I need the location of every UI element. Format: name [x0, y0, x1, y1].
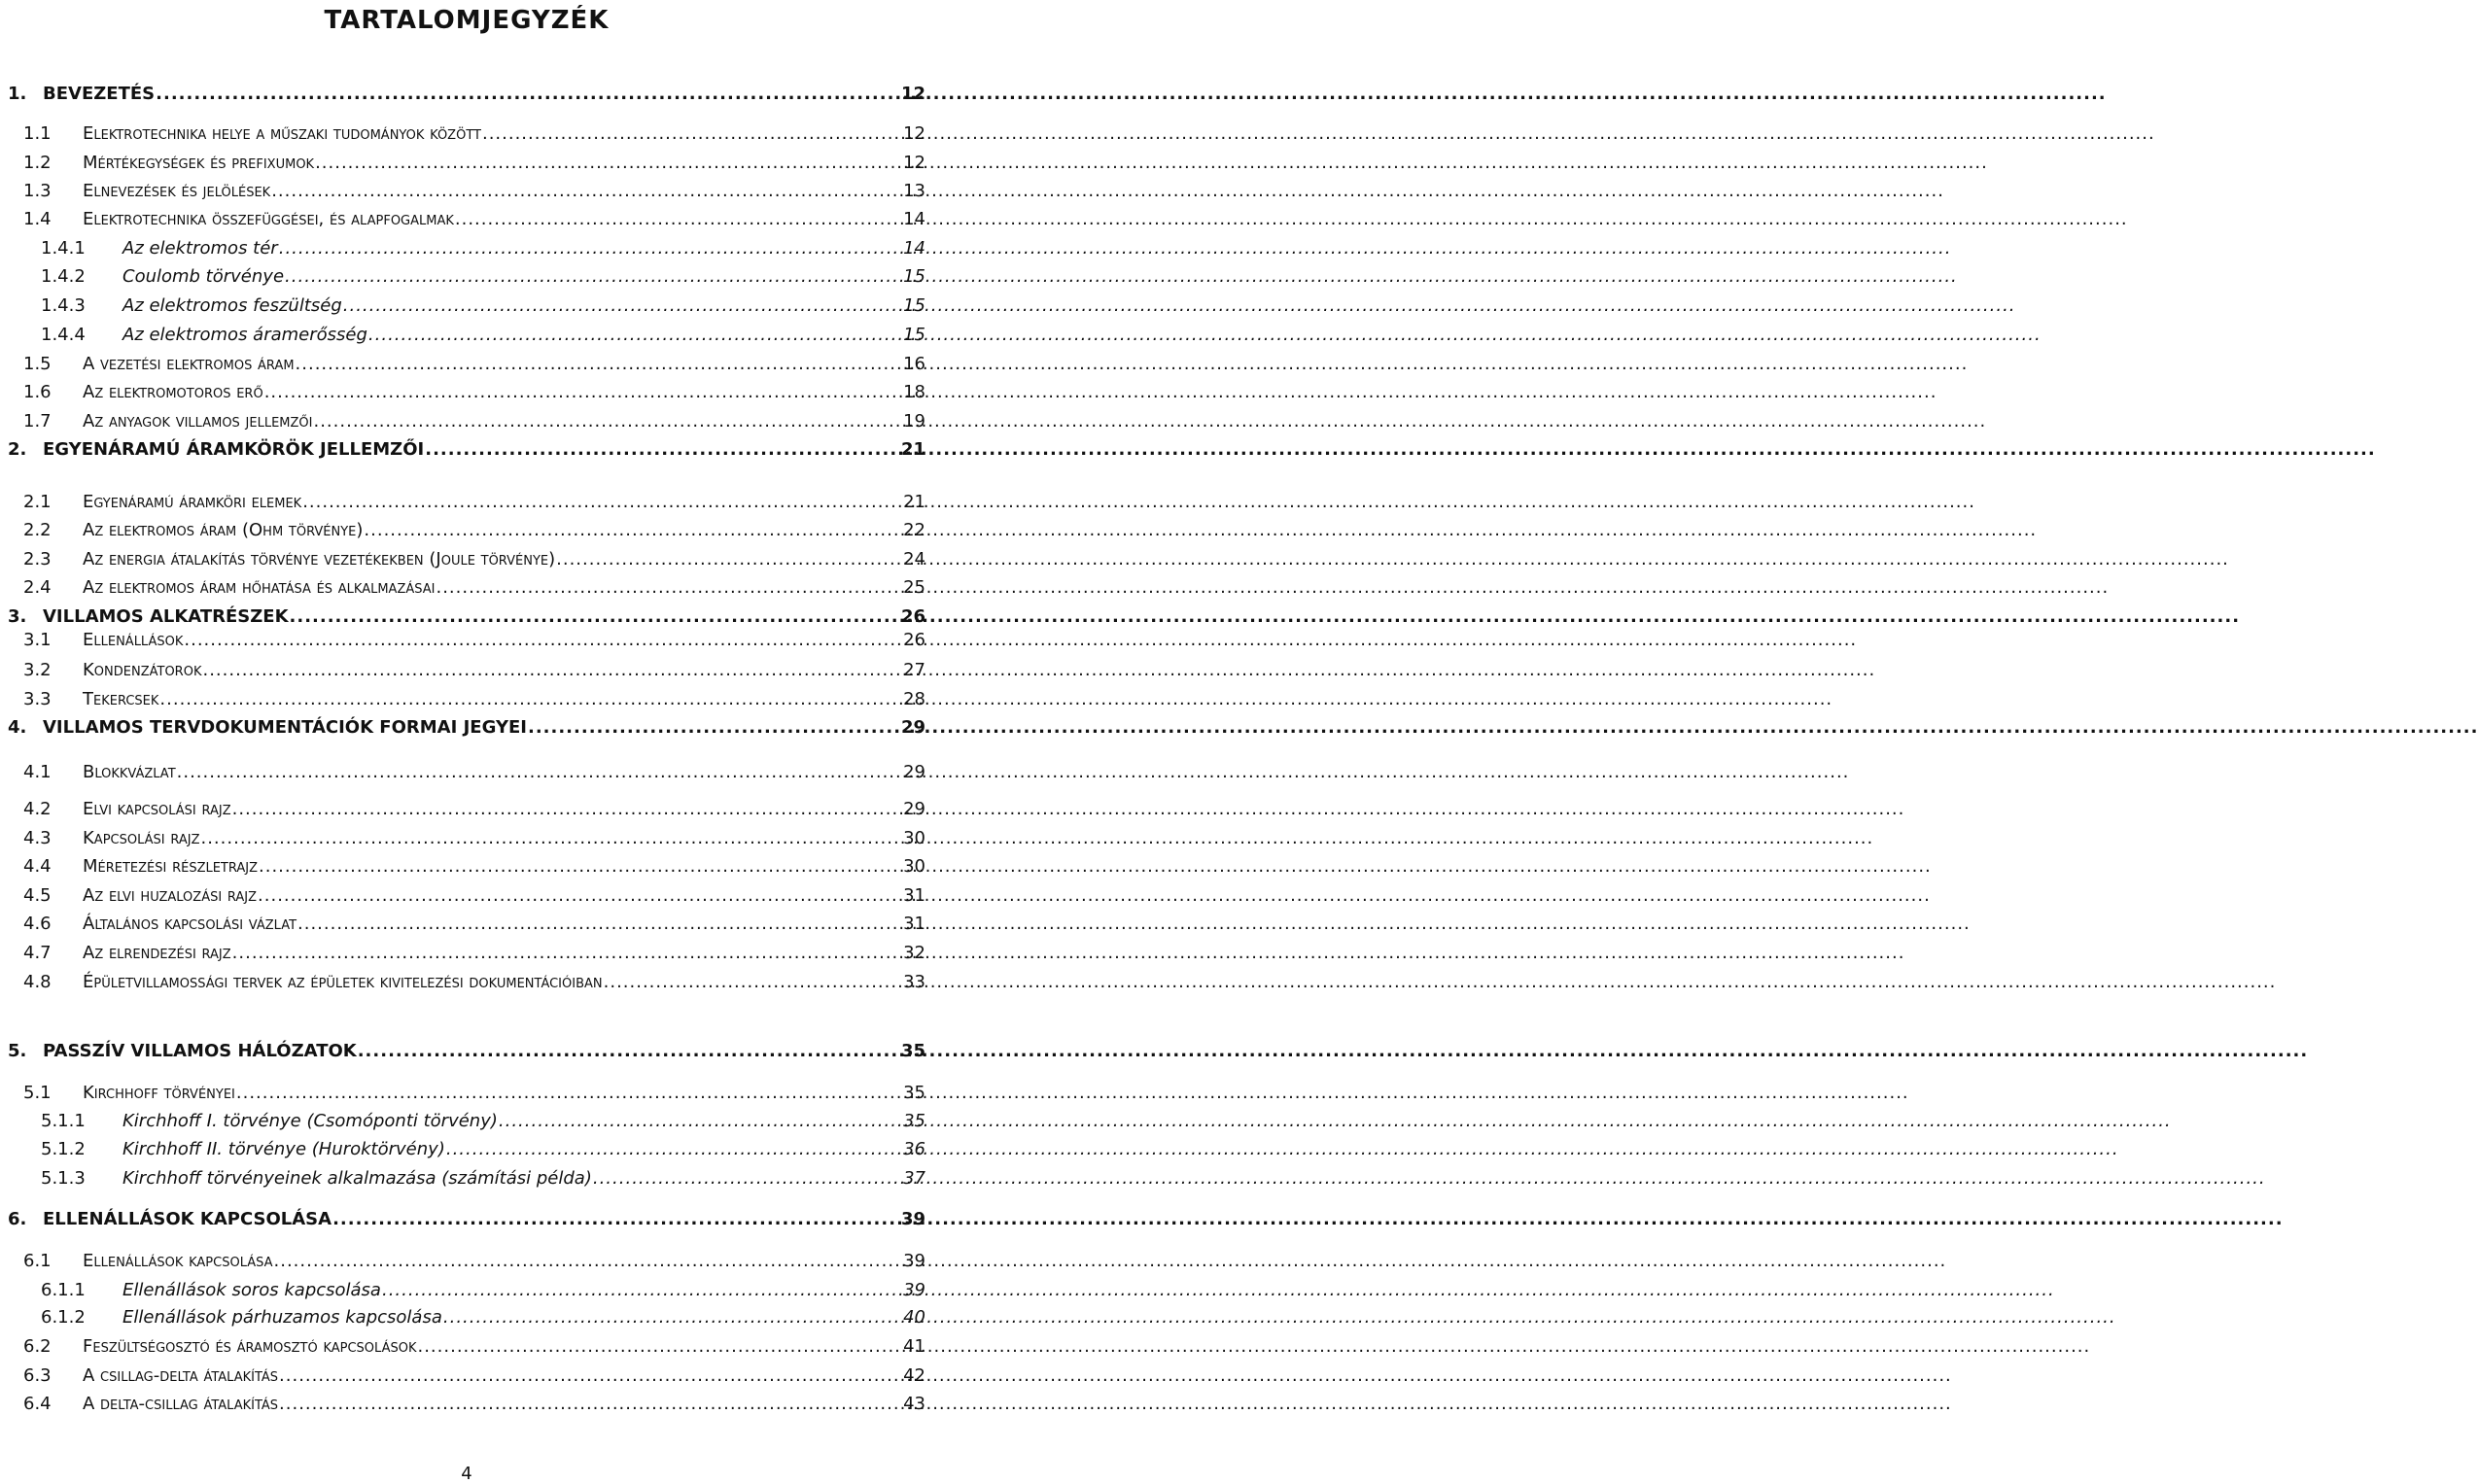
toc-entry-number: 1.4.2 [41, 266, 86, 287]
toc-entry-number: 1.1 [23, 123, 52, 144]
toc-entry-page: 24 [903, 549, 925, 569]
toc-entry-page: 14 [903, 238, 925, 259]
toc-entry[interactable] [0, 970, 933, 995]
toc-entry-title: Az elektromos feszültség [122, 295, 342, 316]
toc-entry-title: Coulomb törvénye [122, 266, 285, 287]
toc-entry-title: Kirchhoff II. törvénye (Huroktörvény) [122, 1139, 445, 1159]
toc-entry-number: 4.1 [23, 762, 52, 782]
toc-entry-leader [367, 323, 901, 348]
toc-entry[interactable] [0, 151, 933, 176]
toc-entry-leader [263, 380, 901, 405]
toc-entry-leader [183, 628, 901, 653]
toc-entry[interactable] [0, 323, 933, 348]
toc-entry[interactable] [0, 1039, 933, 1064]
toc-entry-title: Elektrotechnika összefüggései, és alapfogalmak [83, 209, 454, 229]
toc-entry-page: 29 [903, 762, 925, 782]
toc-entry[interactable] [0, 1363, 933, 1389]
toc-entry-number: 1.4.1 [41, 238, 86, 259]
toc-entry-title: Az elektromos áramerősség [122, 325, 367, 345]
toc-entry-leader [332, 1207, 899, 1232]
toc-entry-title: BEVEZETÉS [43, 84, 156, 104]
toc-entry[interactable] [0, 236, 933, 261]
toc-entry-leader [498, 1109, 901, 1134]
toc-entry-number: 6.1.1 [41, 1280, 86, 1300]
toc-entry-page: 13 [903, 181, 925, 201]
toc-entry-leader [258, 854, 901, 880]
toc-entry-number: 5.1 [23, 1083, 52, 1103]
toc-entry-number: 4.8 [23, 972, 52, 992]
toc-entry[interactable] [0, 658, 933, 683]
toc-entry-number: 1.4.4 [41, 325, 86, 345]
table-of-contents [0, 0, 933, 1484]
toc-entry-title: Az elvi huzalozási rajz [83, 885, 258, 906]
toc-entry-title: Kirchhoff törvényeinek alkalmazása (számítási példa) [122, 1168, 592, 1189]
toc-entry-page: 21 [900, 439, 925, 460]
toc-entry-leader [278, 1363, 901, 1389]
toc-entry[interactable] [0, 352, 933, 377]
toc-entry-leader [592, 1166, 901, 1191]
toc-entry-number: 2.2 [23, 520, 52, 540]
toc-entry[interactable] [0, 547, 933, 572]
toc-entry-number: 6.2 [23, 1336, 52, 1357]
toc-entry-leader [273, 1249, 902, 1274]
toc-entry-page: 31 [903, 914, 925, 934]
toc-entry-page: 21 [903, 492, 925, 512]
toc-entry-title: Méretezési részletrajz [83, 856, 259, 877]
toc-entry-leader [357, 1039, 899, 1064]
toc-entry-page: 15 [903, 325, 925, 345]
toc-entry[interactable] [0, 1305, 933, 1330]
toc-entry-title: PASSZÍV VILLAMOS HÁLÓZATOK [43, 1041, 357, 1061]
toc-entry-number: 1.3 [23, 181, 52, 201]
toc-entry-title: A delta-csillag átalakítás [83, 1394, 279, 1414]
toc-entry[interactable] [0, 207, 933, 232]
toc-entry-leader [284, 264, 901, 290]
toc-entry-title: Kirchhoff törvényei [83, 1083, 235, 1103]
toc-entry-page: 37 [903, 1168, 925, 1189]
toc-entry[interactable] [0, 1207, 933, 1232]
toc-entry-page: 30 [903, 828, 925, 848]
toc-entry[interactable] [0, 604, 933, 630]
toc-entry-page: 18 [903, 382, 925, 402]
toc-entry-page: 42 [903, 1365, 925, 1386]
toc-entry[interactable] [0, 575, 933, 601]
toc-entry-title: Elnevezések és jelölések [83, 181, 271, 201]
toc-entry-leader [363, 518, 901, 543]
toc-entry-page: 12 [903, 123, 925, 144]
toc-entry[interactable] [0, 826, 933, 851]
toc-entry[interactable] [0, 293, 933, 319]
toc-entry-leader [278, 236, 901, 261]
toc-entry-page: 12 [900, 84, 925, 104]
toc-entry-leader [289, 604, 899, 630]
toc-entry-leader [297, 912, 901, 937]
toc-entry-leader [231, 797, 901, 822]
toc-entry[interactable] [0, 1109, 933, 1134]
toc-entry-page: 26 [900, 606, 925, 627]
toc-entry-title: Ellenállások kapcsolása [83, 1251, 273, 1271]
toc-entry-leader [155, 82, 899, 107]
toc-entry-number: 3.3 [23, 689, 52, 709]
toc-entry-number: 5. [8, 1041, 27, 1061]
toc-entry-number: 1.4.3 [41, 295, 86, 316]
toc-entry-number: 5.1.3 [41, 1168, 86, 1189]
toc-entry-page: 16 [903, 354, 925, 374]
toc-entry-number: 6.1 [23, 1251, 52, 1271]
toc-entry-title: Tekercsek [83, 689, 159, 709]
toc-entry-leader [342, 293, 901, 319]
toc-entry-page: 15 [903, 295, 925, 316]
page-title: TARTALOMJEGYZÉK [324, 6, 610, 35]
toc-entry-leader [278, 1392, 901, 1417]
toc-entry[interactable] [0, 264, 933, 290]
toc-entry-leader [314, 151, 901, 176]
toc-entry-title: Elektrotechnika helye a műszaki tudományok között [83, 123, 481, 144]
toc-entry-title: Az elektromos áram (Ohm törvénye) [83, 520, 364, 540]
toc-entry-page: 43 [903, 1394, 925, 1414]
toc-entry-title: Ellenállások [83, 630, 184, 650]
toc-entry[interactable] [0, 490, 933, 515]
toc-entry-page: 39 [900, 1209, 925, 1229]
toc-entry-number: 1.7 [23, 411, 52, 431]
toc-entry-leader [231, 941, 901, 966]
toc-entry-title: VILLAMOS TERVDOKUMENTÁCIÓK FORMAI JEGYEI [43, 717, 527, 738]
toc-entry-title: Ellenállások párhuzamos kapcsolása [122, 1307, 442, 1328]
toc-entry-leader [527, 715, 899, 741]
toc-entry-number: 6. [8, 1209, 27, 1229]
toc-entry-page: 32 [903, 943, 925, 963]
toc-entry-number: 1.5 [23, 354, 52, 374]
toc-entry-leader [301, 490, 901, 515]
toc-entry-leader [257, 883, 901, 909]
toc-entry-page: 30 [903, 856, 925, 877]
toc-entry-leader [555, 547, 901, 572]
toc-entry-title: Egyenáramú áramköri elemek [83, 492, 302, 512]
toc-entry[interactable] [0, 380, 933, 405]
toc-entry-leader [199, 826, 901, 851]
toc-entry-title: Az energia átalakítás törvénye vezetékekben (Joule törvénye) [83, 549, 556, 569]
toc-entry-page: 40 [903, 1307, 925, 1328]
toc-entry[interactable] [0, 628, 933, 653]
toc-entry-leader [435, 575, 901, 601]
toc-entry-page: 35 [900, 1041, 925, 1061]
toc-entry[interactable] [0, 797, 933, 822]
toc-entry-number: 6.1.2 [41, 1307, 86, 1328]
toc-entry-page: 39 [903, 1280, 925, 1300]
toc-entry-page: 36 [903, 1139, 925, 1159]
toc-entry-number: 2. [8, 439, 27, 460]
toc-entry-page: 14 [903, 209, 925, 229]
toc-entry-number: 4.5 [23, 885, 52, 906]
toc-entry-leader [442, 1305, 901, 1330]
toc-entry-leader [295, 352, 902, 377]
toc-entry-number: 2.3 [23, 549, 52, 569]
toc-entry-number: 6.3 [23, 1365, 52, 1386]
toc-entry-leader [270, 179, 901, 204]
toc-entry-number: 5.1.2 [41, 1139, 86, 1159]
toc-entry-page: 35 [903, 1111, 925, 1131]
toc-entry-title: Az elrendezési rajz [83, 943, 231, 963]
toc-entry[interactable] [0, 1278, 933, 1303]
toc-entry[interactable] [0, 1249, 933, 1274]
toc-entry-leader [158, 687, 901, 712]
toc-entry-page: 35 [903, 1083, 925, 1103]
toc-entry-title: A csillag-delta átalakítás [83, 1365, 279, 1386]
toc-entry-title: Épületvillamossági tervek az épületek kivitelezési dokumentációiban [83, 972, 603, 992]
toc-entry[interactable] [0, 912, 933, 937]
toc-entry-page: 25 [903, 577, 925, 598]
toc-entry-leader [454, 207, 901, 232]
toc-entry-number: 4.7 [23, 943, 52, 963]
toc-entry-page: 29 [900, 717, 925, 738]
toc-entry[interactable] [0, 437, 933, 463]
toc-entry-title: Kondenzátorok [83, 660, 202, 680]
toc-entry-page: 19 [903, 411, 925, 431]
toc-entry-number: 5.1.1 [41, 1111, 86, 1131]
toc-entry-title: Az anyagok villamos jellemzői [83, 411, 313, 431]
toc-entry-title: Az elektromos áram hőhatása és alkalmazásai [83, 577, 436, 598]
toc-entry[interactable] [0, 409, 933, 434]
toc-entry-leader [201, 658, 901, 683]
toc-entry-leader [445, 1137, 901, 1162]
toc-entry-title: A vezetési elektromos áram [83, 354, 295, 374]
toc-entry-title: Az elektromos tér [122, 238, 278, 259]
toc-entry-page: 39 [903, 1251, 925, 1271]
toc-entry[interactable] [0, 82, 933, 107]
toc-entry-page: 29 [903, 799, 925, 819]
toc-entry-page: 15 [903, 266, 925, 287]
toc-entry-title: VILLAMOS ALKATRÉSZEK [43, 606, 289, 627]
toc-entry[interactable] [0, 1137, 933, 1162]
toc-entry-page: 28 [903, 689, 925, 709]
toc-entry-title: EGYENÁRAMÚ ÁRAMKÖRÖK JELLEMZŐI [43, 439, 425, 460]
toc-entry-title: Kirchhoff I. törvénye (Csomóponti törvény) [122, 1111, 498, 1131]
toc-entry[interactable] [0, 1166, 933, 1191]
toc-entry[interactable] [0, 687, 933, 712]
toc-entry[interactable] [0, 760, 933, 785]
toc-entry-number: 3.1 [23, 630, 52, 650]
toc-entry-number: 2.4 [23, 577, 52, 598]
toc-entry-number: 3.2 [23, 660, 52, 680]
toc-entry-page: 31 [903, 885, 925, 906]
toc-entry-number: 4.3 [23, 828, 52, 848]
toc-entry-leader [481, 121, 901, 147]
toc-entry-title: Blokkvázlat [83, 762, 176, 782]
toc-entry-number: 4.4 [23, 856, 52, 877]
toc-entry-page: 33 [903, 972, 925, 992]
toc-entry-leader [603, 970, 901, 995]
toc-entry-leader [381, 1278, 901, 1303]
toc-entry-number: 6.4 [23, 1394, 52, 1414]
toc-entry-page: 12 [903, 153, 925, 173]
toc-entry-number: 4.6 [23, 914, 52, 934]
toc-entry-title: Kapcsolási rajz [83, 828, 200, 848]
toc-entry[interactable] [0, 883, 933, 909]
toc-entry-title: Az elektromotoros erő [83, 382, 263, 402]
toc-entry[interactable] [0, 715, 933, 741]
toc-entry-leader [235, 1081, 901, 1106]
toc-entry-page: 26 [903, 630, 925, 650]
toc-entry[interactable] [0, 1081, 933, 1106]
toc-entry-leader [416, 1334, 901, 1360]
toc-entry-page: 22 [903, 520, 925, 540]
toc-entry-number: 1. [8, 84, 27, 104]
toc-entry[interactable] [0, 941, 933, 966]
toc-entry-page: 41 [903, 1336, 925, 1357]
toc-entry-number: 1.6 [23, 382, 52, 402]
toc-entry[interactable] [0, 854, 933, 880]
toc-entry-title: Feszültségosztó és áramosztó kapcsolások [83, 1336, 417, 1357]
toc-entry[interactable] [0, 1334, 933, 1360]
toc-entry-page: 27 [903, 660, 925, 680]
toc-entry[interactable] [0, 179, 933, 204]
toc-entry-title: Ellenállások soros kapcsolása [122, 1280, 381, 1300]
toc-entry-number: 1.4 [23, 209, 52, 229]
toc-entry[interactable] [0, 121, 933, 147]
toc-entry-number: 3. [8, 606, 27, 627]
page-number: 4 [461, 1464, 472, 1484]
toc-entry-number: 2.1 [23, 492, 52, 512]
toc-entry-number: 1.2 [23, 153, 52, 173]
toc-entry-number: 4.2 [23, 799, 52, 819]
toc-entry[interactable] [0, 1392, 933, 1417]
toc-entry-leader [424, 437, 899, 463]
toc-entry-number: 4. [8, 717, 27, 738]
toc-entry[interactable] [0, 518, 933, 543]
toc-entry-title: Általános kapcsolási vázlat [83, 914, 297, 934]
toc-entry-title: ELLENÁLLÁSOK KAPCSOLÁSA [43, 1209, 332, 1229]
toc-entry-title: Mértékegységek és prefixumok [83, 153, 315, 173]
toc-entry-leader [312, 409, 901, 434]
toc-entry-title: Elvi kapcsolási rajz [83, 799, 231, 819]
toc-entry-leader [176, 760, 901, 785]
